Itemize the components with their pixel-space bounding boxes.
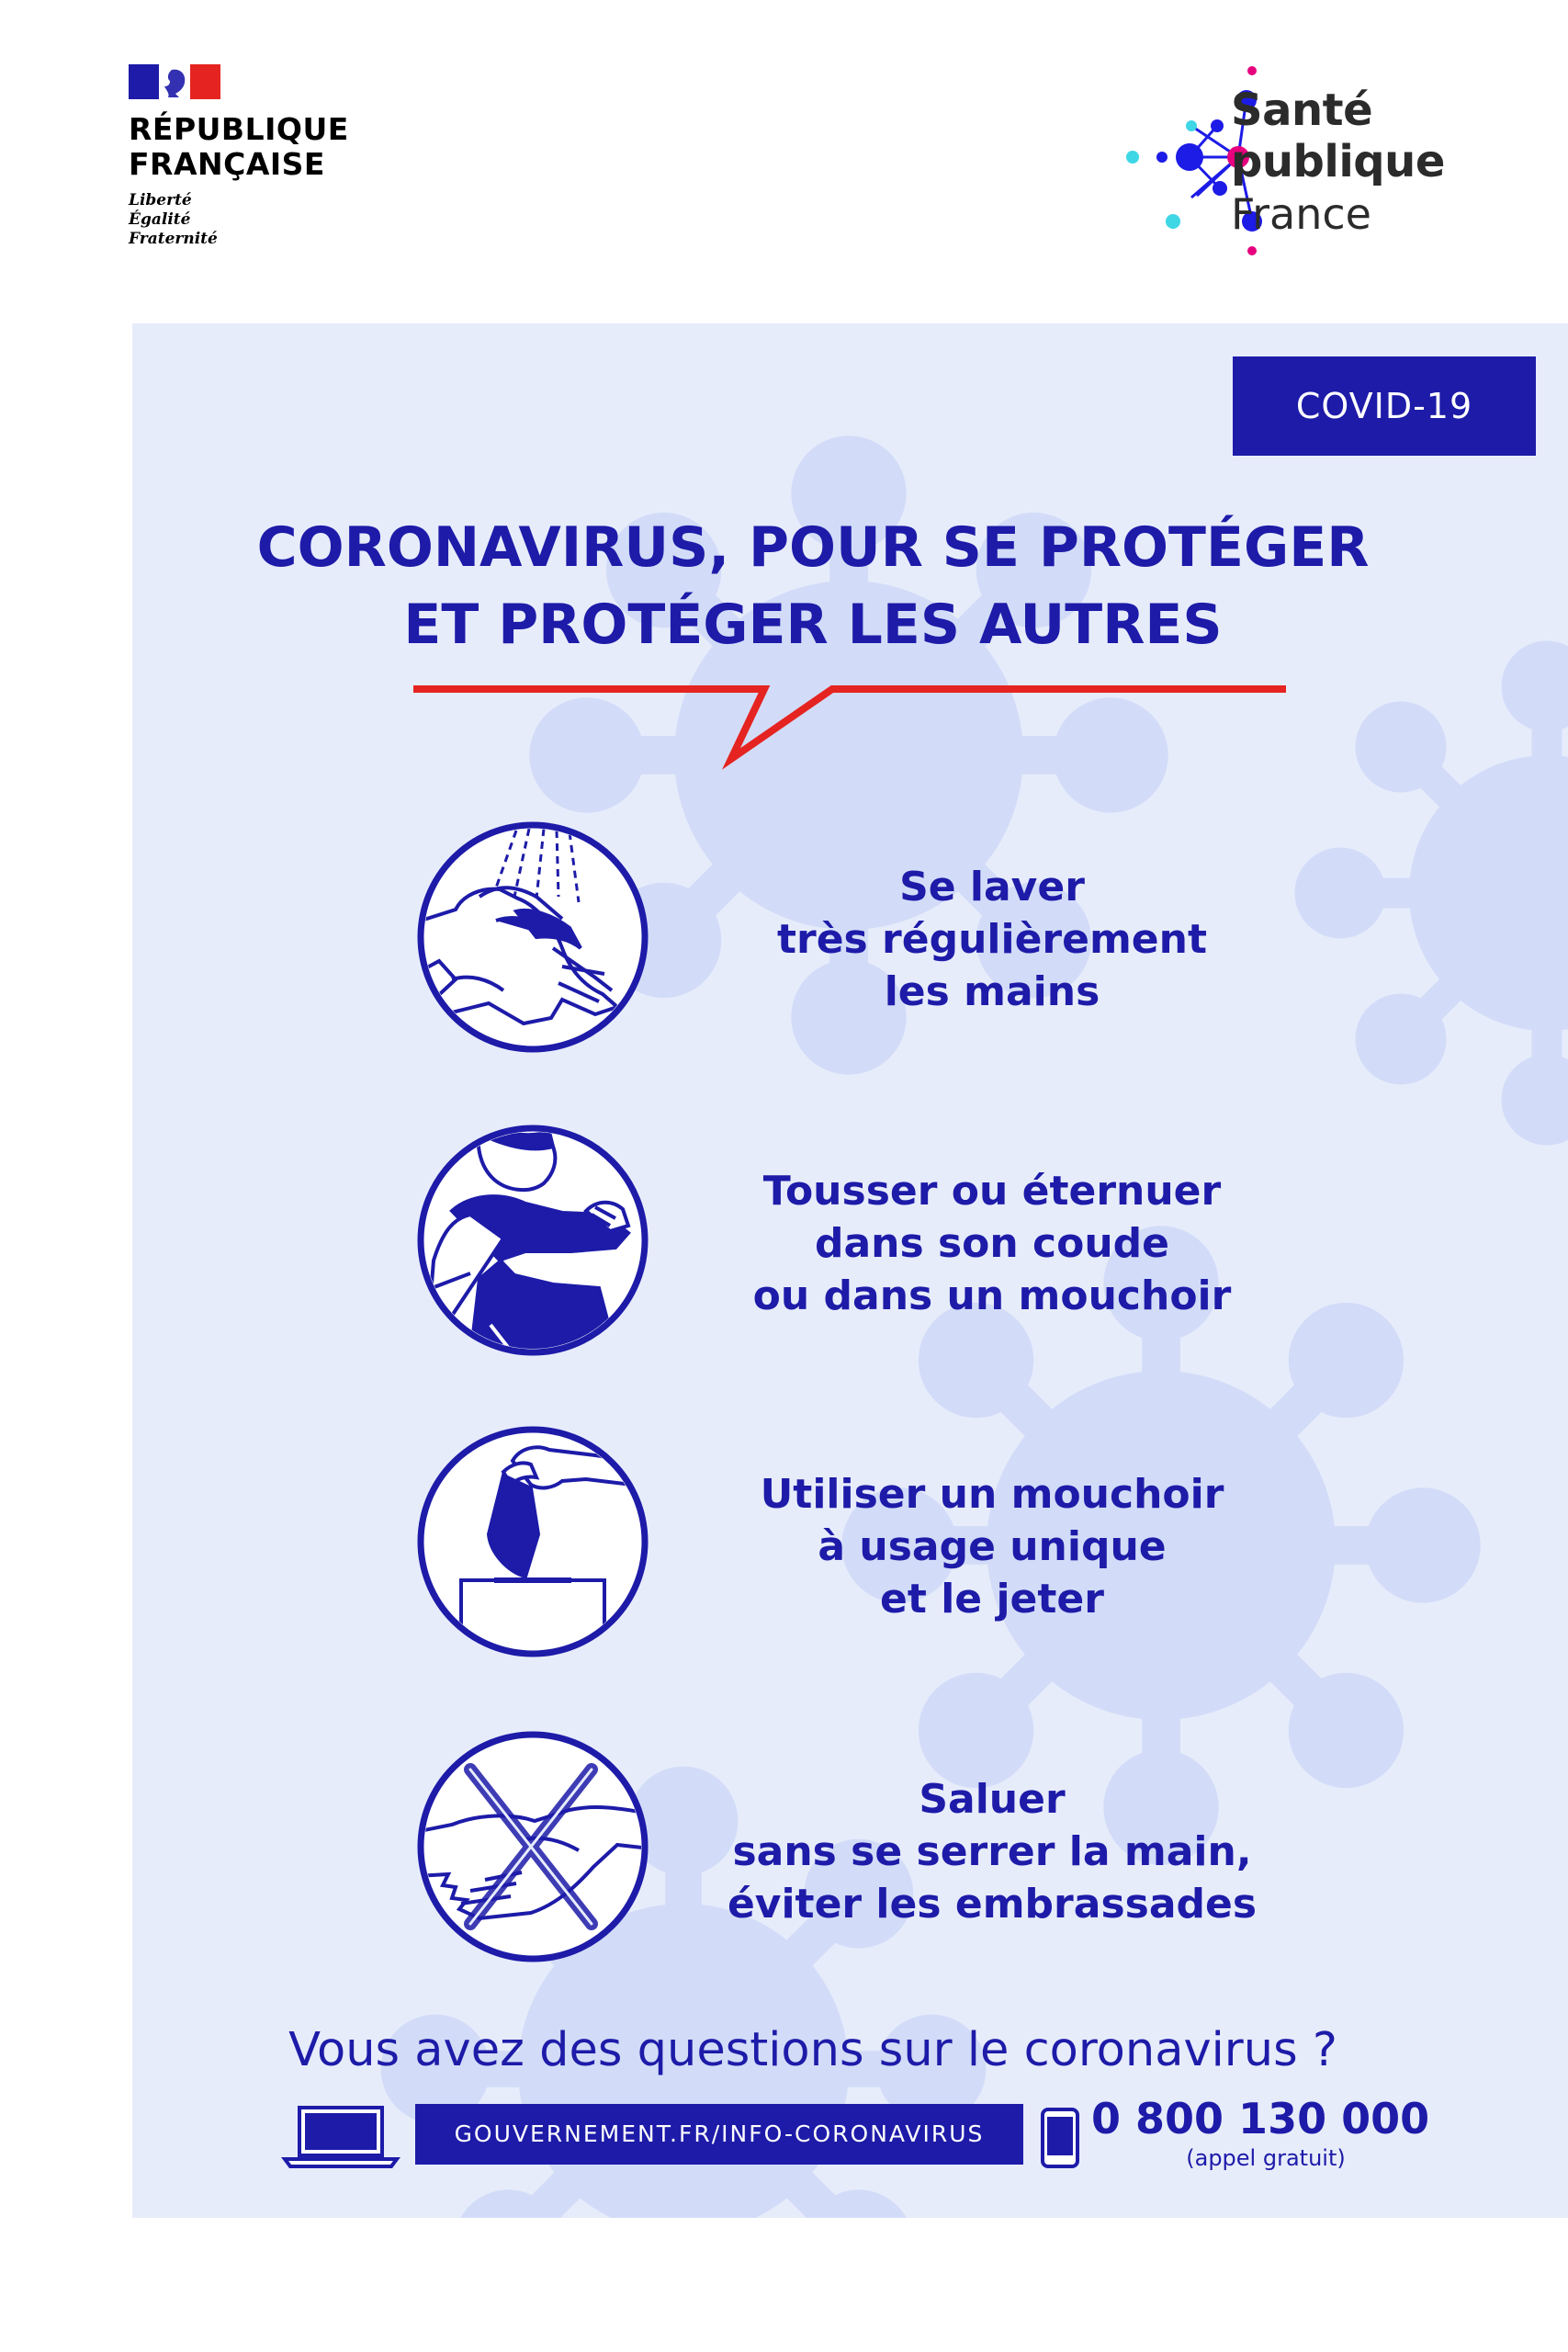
speech-bubble-underline-icon (404, 671, 1295, 772)
gesture-2-line3: ou dans un mouchoir (752, 1272, 1232, 1319)
laptop-icon (281, 2104, 400, 2168)
info-coronavirus-link[interactable]: GOUVERNEMENT.FR/INFO-CORONAVIRUS (415, 2104, 1023, 2165)
phone-number[interactable]: 0 800 130 000 (1091, 2094, 1430, 2143)
motto-fraternite: Fraternité (129, 230, 218, 248)
republique-name-line2: FRANÇAISE (129, 146, 325, 182)
tissue-bin-icon (415, 1424, 650, 1659)
gesture-1-line2: très régulièrement (776, 916, 1208, 963)
free-call-note: (appel gratuit) (1186, 2145, 1346, 2171)
gesture-2-text (698, 1165, 1286, 1322)
gesture-4-line1: Saluer (919, 1776, 1066, 1823)
french-flag-icon (129, 64, 220, 99)
republique-name-line1: RÉPUBLIQUE (129, 111, 349, 147)
gesture-3-line1: Utiliser un mouchoir (760, 1471, 1224, 1518)
title-line1: CORONAVIRUS, POUR SE PROTÉGER (256, 515, 1370, 580)
covid-19-badge: COVID-19 (1233, 356, 1536, 456)
title-line2: ET PROTÉGER LES AUTRES (403, 593, 1223, 657)
smartphone-icon (1040, 2107, 1080, 2169)
gesture-1-text (698, 861, 1286, 1018)
gesture-1-line3: les mains (884, 968, 1100, 1015)
gesture-1-line1: Se laver (899, 864, 1085, 910)
gesture-4-line3: éviter les embrassades (727, 1881, 1258, 1928)
sante-publique-france-logo (1231, 85, 1445, 241)
no-handshake-icon (415, 1729, 650, 1964)
gesture-4-text (698, 1773, 1286, 1930)
gesture-3-line2: à usage unique (818, 1523, 1167, 1570)
gesture-2-line2: dans son coude (814, 1220, 1170, 1267)
gesture-2-line1: Tousser ou éternuer (762, 1168, 1222, 1215)
motto-egalite: Égalité (129, 210, 191, 229)
poster-title (165, 509, 1461, 663)
republique-francaise-logo (129, 64, 404, 249)
gesture-3-line3: et le jeter (880, 1576, 1104, 1623)
spf-line2: publique (1231, 136, 1445, 187)
cough-in-elbow-icon (415, 1123, 650, 1358)
questions-heading: Vous avez des questions sur le coronavirus ? (288, 2023, 1337, 2077)
gesture-4-line2: sans se serrer la main, (732, 1828, 1252, 1875)
gesture-3-text (698, 1468, 1286, 1625)
spf-line1: Santé (1231, 85, 1373, 136)
motto-liberte: Liberté (129, 191, 192, 209)
republique-motto (129, 191, 404, 249)
spf-line3: France (1231, 189, 1371, 239)
hand-washing-icon (415, 820, 650, 1055)
